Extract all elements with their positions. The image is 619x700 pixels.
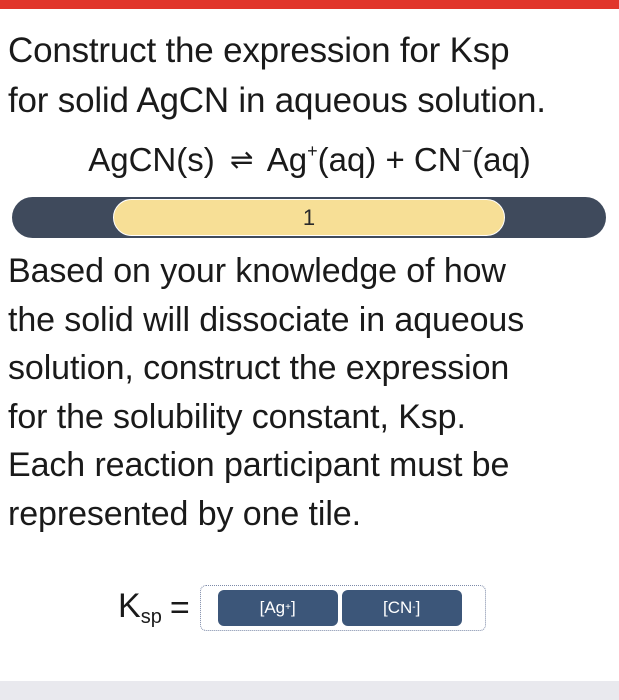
tile-silver-ion[interactable]: [Ag + ] bbox=[218, 590, 338, 626]
question-prompt bbox=[8, 26, 613, 126]
accent-top-bar bbox=[0, 0, 619, 9]
progress-track bbox=[12, 197, 606, 238]
instructions-text bbox=[8, 247, 613, 539]
product-silver-ion: Ag+(aq) bbox=[266, 141, 377, 178]
ksp-expression-row bbox=[118, 580, 486, 636]
charge-superscript: − bbox=[461, 141, 473, 161]
instruction-line: Based on your knowledge of how bbox=[8, 252, 506, 290]
footer-bar bbox=[0, 681, 619, 700]
instruction-line: represented by one tile. bbox=[8, 494, 361, 533]
tile-cyanide-ion[interactable]: [CN - ] bbox=[342, 590, 462, 626]
equilibrium-arrow-icon: ⇌ bbox=[229, 144, 254, 175]
plus-sign: + bbox=[385, 141, 405, 178]
question-line: Construct the expression for Ksp bbox=[8, 31, 510, 70]
instruction-line: solution, construct the expression bbox=[8, 349, 510, 388]
answer-dropzone[interactable] bbox=[200, 585, 486, 631]
progress-step-label: 1 bbox=[302, 204, 316, 230]
question-line: for solid AgCN in aqueous solution. bbox=[8, 81, 546, 120]
dissociation-equation bbox=[0, 140, 619, 180]
ksp-label: $K_{sp}$ bbox=[118, 587, 162, 628]
charge-superscript: + bbox=[307, 141, 318, 161]
instruction-line: the solid will dissociate in aqueous bbox=[8, 300, 525, 339]
instruction-line: Each reaction participant must be bbox=[8, 446, 510, 485]
progress-step-indicator bbox=[113, 199, 505, 236]
instruction-line: for the solubility constant, Ksp. bbox=[8, 397, 466, 436]
ksp-subscript: sp bbox=[140, 606, 162, 628]
product-cyanide-ion: CN−(aq) bbox=[413, 141, 531, 178]
equals-sign: = bbox=[169, 588, 190, 627]
reactant: AgCN(s) bbox=[88, 141, 215, 178]
